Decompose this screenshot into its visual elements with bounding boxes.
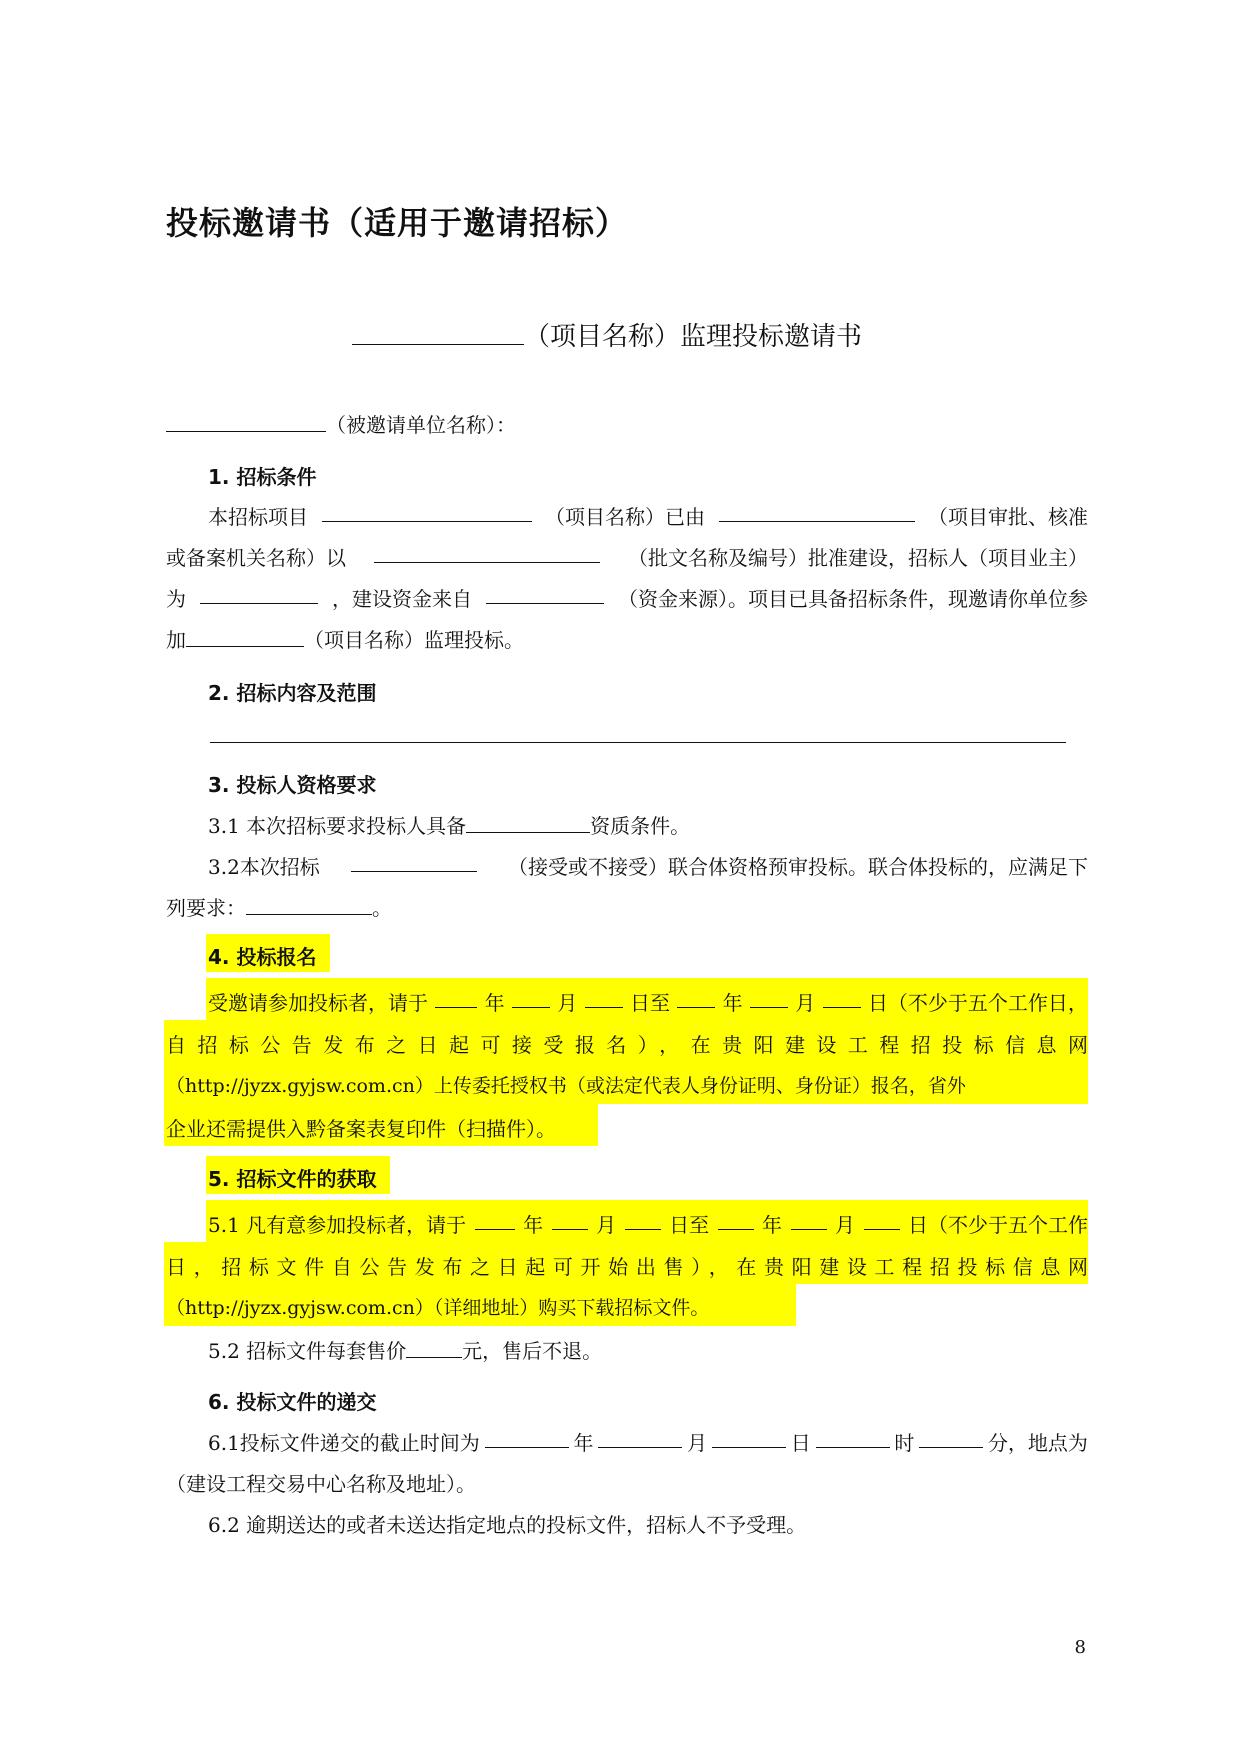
blank [186, 626, 304, 647]
document-subtitle [352, 316, 862, 353]
blank [246, 894, 372, 915]
section-6-heading: 6. 投标文件的递交 [208, 1390, 377, 1414]
blank [718, 1209, 754, 1230]
section-5-heading: 5. 招标文件的获取 [208, 1167, 377, 1191]
section-6-2: 6.2 逾期送达的或者未送达指定地点的投标文件，招标人不予受理。 [208, 1513, 807, 1537]
blank [200, 583, 318, 604]
invitee-blank [166, 411, 326, 432]
section-3-2: 3.2本次招标 （接受或不接受）联合体资格预审投标。联合体投标的，应满足下 [166, 851, 1088, 880]
blank [435, 987, 477, 1008]
blank [864, 1209, 900, 1230]
blank [919, 1427, 983, 1448]
blank [750, 987, 788, 1008]
section-4-line-2: 自招标公告发布之日起可接受报名），在贵阳建设工程招投标信息网 [166, 1033, 1088, 1057]
blank [677, 987, 715, 1008]
section-4-heading: 4. 投标报名 [208, 945, 317, 969]
section-2-heading: 2. 招标内容及范围 [208, 681, 377, 705]
section-5-line-1: 5.1 凡有意参加投标者，请于 年 月 日至 年 月 日（不少于五个工作 [208, 1209, 1088, 1238]
blank [585, 987, 623, 1008]
section-5-2: 5.2 招标文件每套售价 元，售后不退。 [208, 1339, 603, 1363]
section-3-1: 3.1 本次招标要求投标人具备 资质条件。 [208, 814, 691, 838]
section-4-line-4: 企业还需提供入黔备案表复印件（扫描件）。 [166, 1117, 556, 1141]
scope-fill-line [210, 742, 1066, 743]
section-3-heading: 3. 投标人资格要求 [208, 773, 377, 797]
blank [791, 1209, 827, 1230]
page-number: 8 [1074, 1637, 1086, 1658]
section-1-line-4: 加 （项目名称）监理投标。 [166, 628, 524, 652]
section-1-line-2: 或备案机关名称）以 （批文名称及编号）批准建设，招标人（项目业主） [166, 542, 1088, 571]
section-1-line-3: 为 ，建设资金来自 （资金来源）。项目已具备招标条件，现邀请你单位参 [166, 583, 1088, 612]
section-5-line-2: 日，招标文件自公告发布之日起可开始出售），在贵阳建设工程招投标信息网 [166, 1255, 1088, 1279]
blank [485, 1427, 569, 1448]
section-1-heading: 1. 招标条件 [208, 465, 317, 489]
blank [322, 501, 532, 522]
blank [712, 1427, 786, 1448]
blank [351, 851, 477, 872]
blank [466, 812, 590, 833]
blank [816, 1427, 890, 1448]
blank [552, 1209, 588, 1230]
blank [625, 1209, 661, 1230]
section-4-line-3: （http://jyzx.gyjsw.com.cn）上传委托授权书（或法定代表人身份证明、身份证）报名，省外 [166, 1075, 966, 1097]
document-title: 投标邀请书（适用于邀请招标） [166, 204, 629, 242]
blank [374, 542, 600, 563]
blank [406, 1337, 462, 1358]
salutation-text: （被邀请单位名称）： [326, 413, 516, 437]
blank [512, 987, 550, 1008]
section-5-line-3: （http://jyzx.gyjsw.com.cn）（详细地址）购买下载招标文件。 [166, 1297, 710, 1319]
blank [475, 1209, 515, 1230]
section-1-line-1: 本招标项目 （项目名称）已由 （项目审批、核准 [166, 501, 1088, 530]
project-name-blank [352, 324, 524, 345]
section-6-1-cont: （建设工程交易中心名称及地址）。 [166, 1472, 476, 1496]
salutation [166, 409, 516, 438]
section-6-1: 6.1投标文件递交的截止时间为 年 月 日 时 分，地点为 [208, 1427, 1088, 1456]
blank [823, 987, 861, 1008]
blank [598, 1427, 682, 1448]
blank [486, 583, 604, 604]
section-4-line-1: 受邀请参加投标者，请于 年 月 日至 年 月 日（不少于五个工作日， [208, 987, 1088, 1016]
subtitle-text: （项目名称）监理投标邀请书 [524, 322, 863, 352]
blank [719, 501, 915, 522]
section-3-2-cont: 列要求： 。 [166, 896, 392, 920]
